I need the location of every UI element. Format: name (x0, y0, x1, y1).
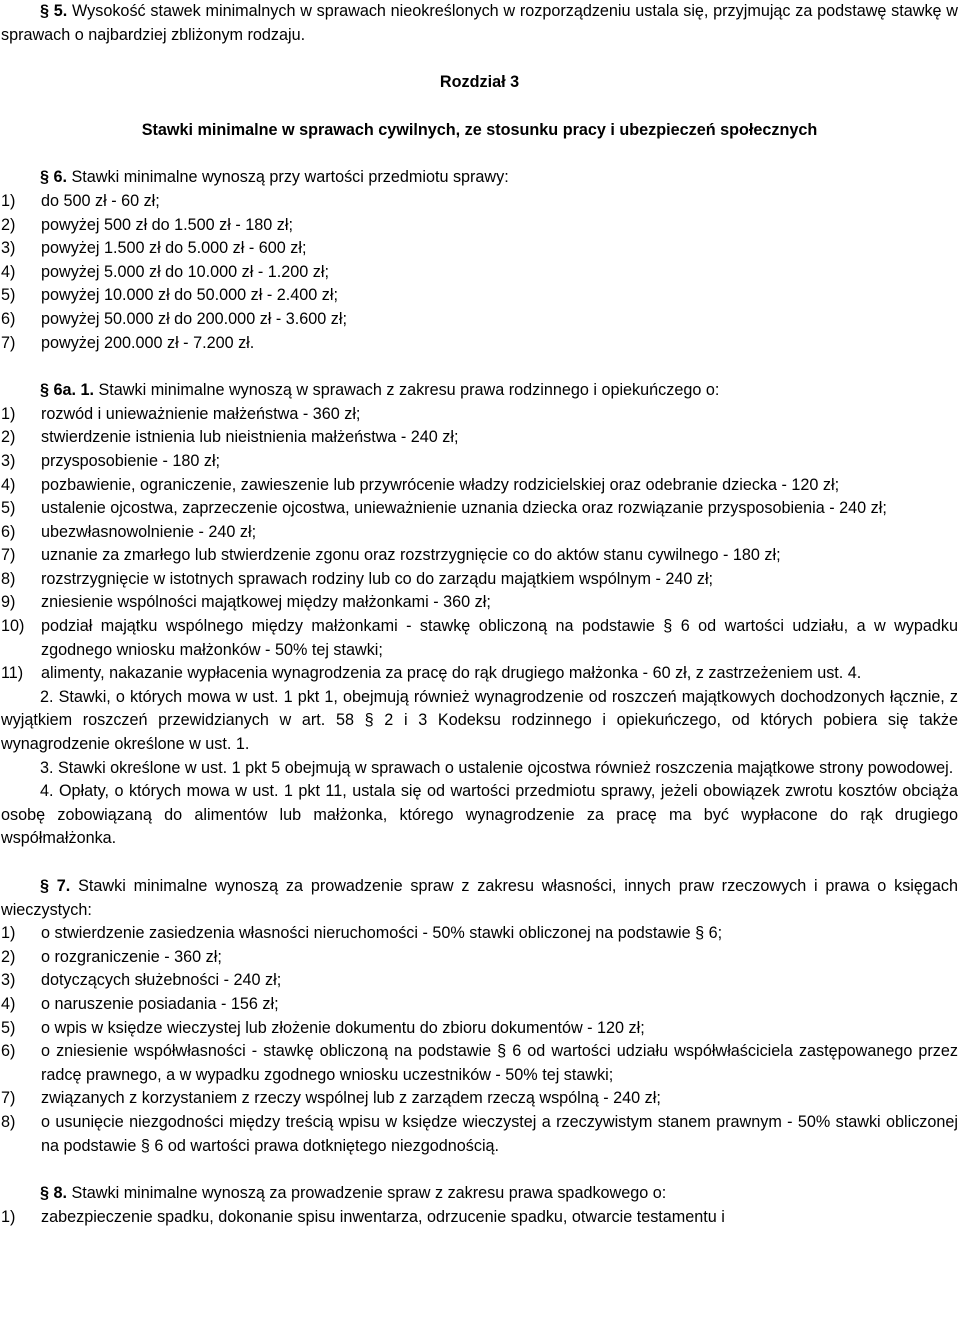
list-item (1, 284, 958, 308)
list-item-number: 7) (1, 1089, 16, 1108)
list-item-text: ustalenie ojcostwa, zaprzeczenie ojcostwa, unieważnienie uznania dziecka oraz rozwiązanie przysposobienia - 240 zł; (41, 499, 887, 518)
list-item (1, 1087, 958, 1111)
list-item (1, 308, 958, 332)
list-item-number: 7) (1, 546, 16, 565)
list-item-text: pozbawienie, ograniczenie, zawieszenie lub przywrócenie władzy rodzicielskiej oraz odebranie dziecka - 120 zł; (41, 475, 840, 494)
list-item-number: 6) (1, 522, 16, 541)
list-item-text: o wpis w księdze wieczystej lub złożenie dokumentu do zbioru dokumentów - 120 zł; (41, 1018, 645, 1037)
list-item-text: powyżej 50.000 zł do 200.000 zł - 3.600 zł; (41, 309, 347, 328)
list-item-number: 8) (1, 569, 16, 588)
list-item (1, 1111, 958, 1158)
list-item-text: powyżej 200.000 zł - 7.200 zł. (41, 333, 255, 352)
list-item-number: 2) (1, 215, 16, 234)
list-item-text: powyżej 10.000 zł do 50.000 zł - 2.400 zł; (41, 286, 338, 305)
list-item-number: 4) (1, 262, 16, 281)
paragraph-text: Stawki minimalne wynoszą za prowadzenie spraw z zakresu własności, innych praw rzeczowych i prawa o księgach wieczystych: (1, 877, 958, 919)
paragraph-8-intro (1, 1182, 958, 1206)
list-item-text: ubezwłasnowolnienie - 240 zł; (41, 522, 257, 541)
list-8 (1, 1206, 958, 1230)
list-item (1, 946, 958, 970)
section-number: § 5. (40, 2, 68, 20)
list-item-text: powyżej 5.000 zł do 10.000 zł - 1.200 zł; (41, 262, 329, 281)
list-item (1, 969, 958, 993)
paragraph-6-intro (1, 166, 958, 190)
paragraph-5 (1, 0, 958, 47)
paragraph-text: Stawki minimalne wynoszą w sprawach z zakresu prawa rodzinnego i opiekuńczego o: (94, 381, 720, 400)
list-item-number: 3) (1, 971, 16, 990)
list-item (1, 615, 958, 662)
section-number: § 6a. 1. (40, 381, 95, 400)
list-item (1, 497, 958, 521)
list-item-text: o stwierdzenie zasiedzenia własności nieruchomości - 50% stawki obliczonej na podstawie § 6; (41, 924, 723, 943)
section-number: § 6. (40, 168, 68, 187)
list-item-text: przysposobienie - 180 zł; (41, 451, 221, 470)
list-item (1, 403, 958, 427)
list-item-number: 10) (1, 617, 25, 636)
list-item (1, 332, 958, 356)
list-6 (1, 190, 958, 355)
chapter-number: Rozdział 3 (439, 73, 520, 92)
list-item-text: rozwód i unieważnienie małżeństwa - 360 zł; (41, 404, 361, 423)
section-number: § 7. (40, 877, 71, 895)
list-item-text: związanych z korzystaniem z rzeczy wspólnej lub z zarządem rzeczą wspólną - 240 zł; (41, 1089, 661, 1108)
list-item-text: do 500 zł - 60 zł; (41, 191, 160, 210)
list-item-number: 3) (1, 451, 16, 470)
chapter-title: Stawki minimalne w sprawach cywilnych, ze stosunku pracy i ubezpieczeń społecznych (141, 120, 818, 139)
list-item (1, 261, 958, 285)
list-item (1, 662, 958, 686)
list-item-text: o zniesienie współwłasności - stawkę obliczoną na podstawie § 6 od wartości udziału współwłaściciela zastępowanego przez radcę prawnego, a w wypadku zgodnego wniosku uczestników - 50% tej stawki; (41, 1042, 958, 1084)
list-item (1, 591, 958, 615)
list-item-number: 5) (1, 1018, 16, 1037)
list-item (1, 214, 958, 238)
list-item (1, 544, 958, 568)
list-item-number: 3) (1, 239, 16, 258)
list-item-text: o usunięcie niezgodności między treścią wpisu w księdze wieczystej a rzeczywistym stanem prawnym - 50% stawki obliczonej na podstawie § 6 od wartości prawa dotkniętego niezgodnością. (41, 1112, 958, 1155)
list-item (1, 993, 958, 1017)
list-item-number: 2) (1, 428, 16, 447)
list-item-text: o naruszenie posiadania - 156 zł; (41, 994, 279, 1013)
paragraph-text: Stawki minimalne wynoszą przy wartości przedmiotu sprawy: (67, 168, 509, 187)
list-6a (1, 403, 958, 686)
list-7 (1, 922, 958, 1158)
list-item (1, 190, 958, 214)
list-item-number: 1) (1, 191, 16, 210)
list-item-number: 9) (1, 593, 16, 612)
list-item (1, 474, 958, 498)
list-item-text: dotyczących służebności - 240 zł; (41, 971, 282, 990)
paragraph-text: Stawki minimalne wynoszą za prowadzenie spraw z zakresu prawa spadkowego o: (67, 1184, 667, 1203)
list-item-number: 6) (1, 1042, 16, 1061)
list-item-number: 5) (1, 286, 16, 305)
list-item-number: 5) (1, 499, 16, 518)
list-item (1, 426, 958, 450)
section-number: § 8. (40, 1184, 68, 1203)
list-item-text: zabezpieczenie spadku, dokonanie spisu inwentarza, odrzucenie spadku, otwarcie testamentu i (41, 1207, 725, 1226)
paragraph-text: Wysokość stawek minimalnych w sprawach nieokreślonych w rozporządzeniu ustala się, przyjmując za podstawę stawkę w sprawach o najbardziej zbliżonym rodzaju. (1, 2, 958, 44)
list-item-text: podział majątku wspólnego między małżonkami - stawkę obliczoną na podstawie § 6 od wartości udziału, a w wypadku zgodnego wniosku małżonków - 50% tej stawki; (41, 617, 958, 659)
list-item (1, 1040, 958, 1087)
list-item-text: stwierdzenie istnienia lub nieistnienia małżeństwa - 240 zł; (41, 428, 459, 447)
list-item-number: 1) (1, 1207, 16, 1226)
list-item (1, 237, 958, 261)
list-item (1, 568, 958, 592)
list-item (1, 521, 958, 545)
list-item-text: o rozgraniczenie - 360 zł; (41, 947, 222, 966)
list-item-number: 6) (1, 309, 16, 328)
list-item-text: alimenty, nakazanie wypłacenia wynagrodzenia za pracę do rąk drugiego małżonka - 60 zł, z zastrzeżeniem ust. 4. (41, 664, 862, 683)
list-item-text: powyżej 500 zł do 1.500 zł - 180 zł; (41, 215, 293, 234)
list-item (1, 922, 958, 946)
list-item-text: uznanie za zmarłego lub stwierdzenie zgonu oraz rozstrzygnięcie co do aktów stanu cywilnego - 180 zł; (41, 546, 781, 565)
paragraph-6a-ust-2: 2. Stawki, o których mowa w ust. 1 pkt 1, obejmują również wynagrodzenie od roszczeń majątkowych dochodzonych łącznie, z wyjątkiem roszczeń przewidzianych w art. 58 § 2 i 3 Kodeksu rodzinnego i opiekuńczego, od których pobiera się także wynagrodzenie określone w ust. 1. (1, 687, 958, 754)
list-item (1, 1017, 958, 1041)
list-item-number: 4) (1, 475, 16, 494)
list-item-text: zniesienie wspólności majątkowej między małżonkami - 360 zł; (41, 593, 491, 612)
list-item-number: 8) (1, 1112, 16, 1131)
paragraph-6a-ust-3: 3. Stawki określone w ust. 1 pkt 5 obejmują w sprawach o ustalenie ojcostwa również roszczenia majątkowe strony powodowej. (40, 758, 954, 777)
list-item-number: 1) (1, 924, 16, 943)
list-item (1, 450, 958, 474)
paragraph-6a-ust-4: 4. Opłaty, o których mowa w ust. 1 pkt 11, ustala się od wartości przedmiotu sprawy, jeżeli obowiązek zwrotu kosztów obciąża osobę zobowiązaną do alimentów lub małżonka, którego wynagrodzenie za pracę ma być wypłacone do rąk drugiego współmałżonka. (1, 782, 958, 848)
list-item-number: 11) (1, 664, 24, 683)
list-item (1, 1206, 958, 1230)
paragraph-6a-intro (1, 379, 958, 403)
list-item-text: rozstrzygnięcie w istotnych sprawach rodziny lub co do zarządu majątkiem wspólnym - 240 zł; (41, 569, 714, 588)
list-item-number: 1) (1, 404, 16, 423)
list-item-text: powyżej 1.500 zł do 5.000 zł - 600 zł; (41, 239, 307, 258)
list-item-number: 7) (1, 333, 16, 352)
list-item-number: 4) (1, 994, 16, 1013)
paragraph-7-intro (1, 875, 958, 922)
list-item-number: 2) (1, 947, 16, 966)
